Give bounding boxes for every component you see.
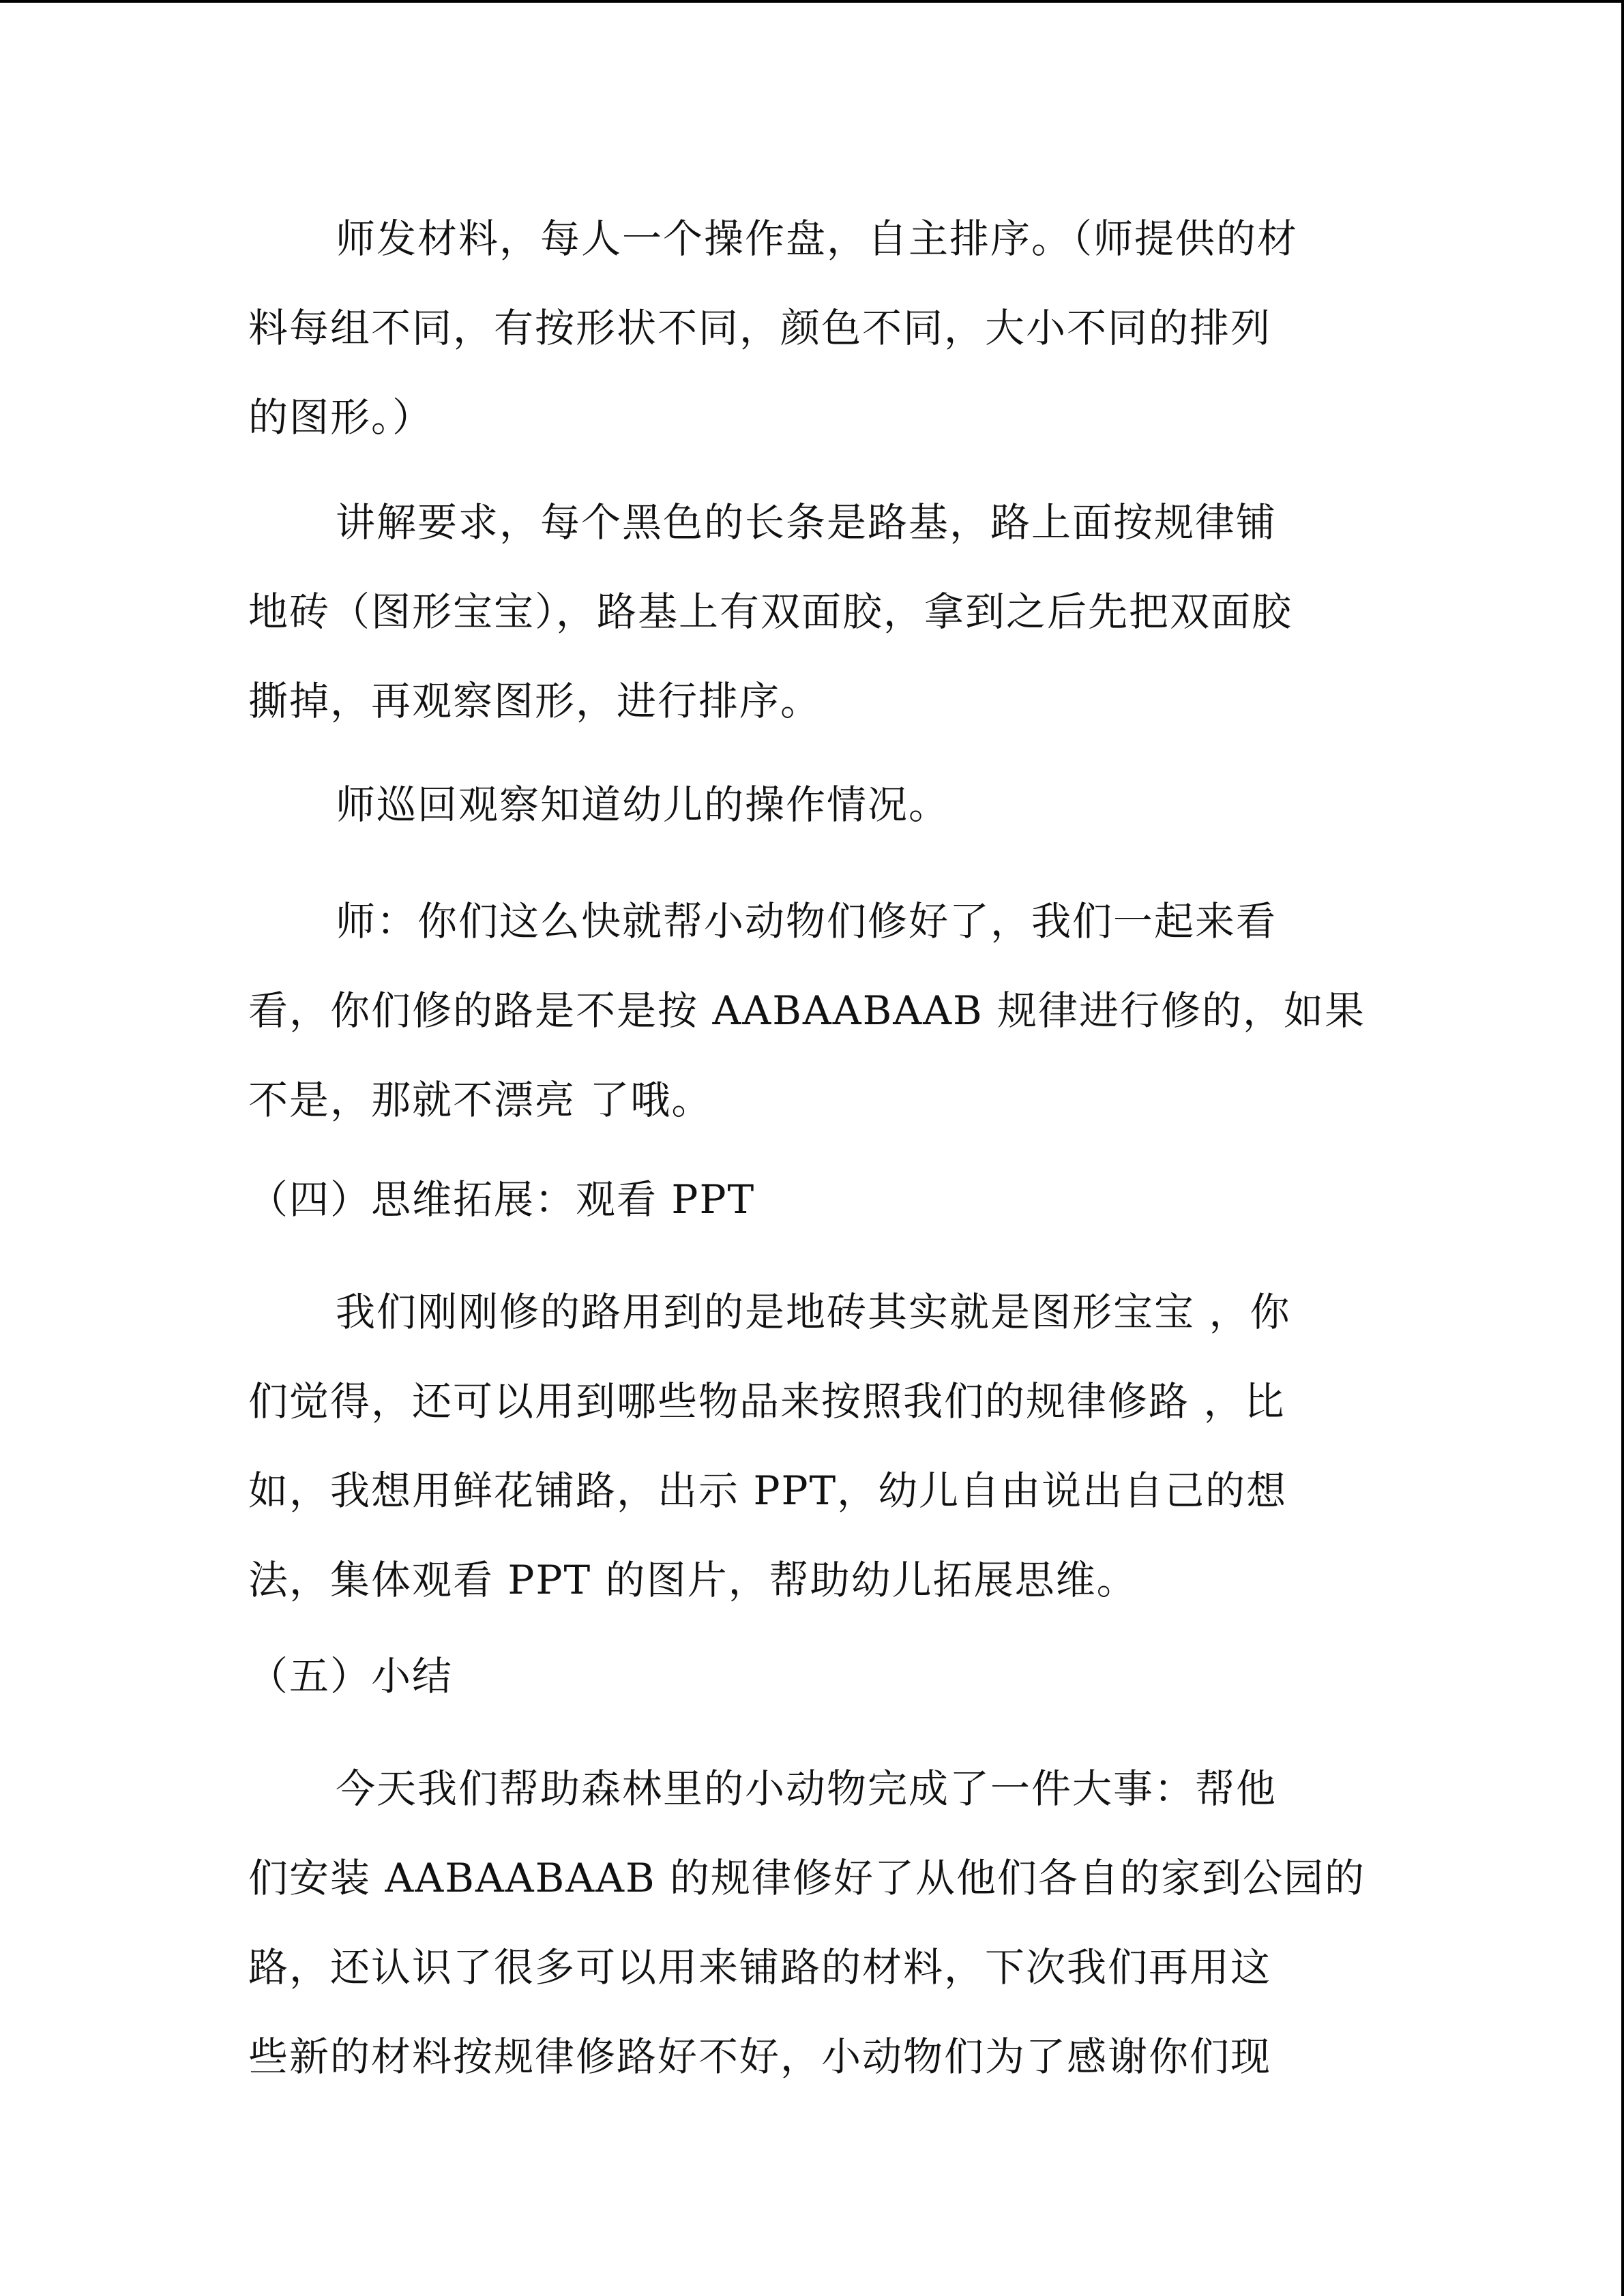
text-line: 们安装 AABAABAAB 的规律修好了从他们各自的家到公园的 [248, 1855, 1366, 1901]
paragraph-requirements [248, 478, 1367, 746]
text-line: 地砖（图形宝宝），路基上有双面胶，拿到之后先把双面胶 [248, 588, 1293, 635]
paragraph-materials [248, 194, 1367, 462]
section-heading-summary: （五）小结 [248, 1653, 454, 1699]
section-heading-thinking-expansion: （四）思维拓展：观看 PPT [248, 1176, 756, 1223]
text-line: 看，你们修的路是不是按 AABAABAAB 规律进行修的，如果 [248, 987, 1366, 1034]
text-line: 路，还认识了很多可以用来铺路的材料，下次我们再用这 [248, 1944, 1272, 1991]
text-line: 法，集体观看 PPT 的图片，帮助幼儿拓展思维。 [248, 1557, 1138, 1603]
text-line: 不是，那就不漂亮 了哦。 [248, 1077, 713, 1123]
text-line: 我们刚刚修的路用到的是地砖其实就是图形宝宝 ，你 [336, 1289, 1291, 1335]
page-right-border [1621, 0, 1624, 2296]
text-line: 如，我想用鲜花铺路，出示 PPT，幼儿自由说出自己的想 [248, 1467, 1288, 1514]
text-line: 们觉得，还可以用到哪些物品来按照我们的规律修路 ，比 [248, 1378, 1286, 1425]
text-line: 师发材料，每人一个操作盘，自主排序。（师提供的材 [336, 215, 1299, 262]
paragraph-summary [248, 1744, 1367, 2102]
text-line: 师：你们这么快就帮小动物们修好了，我们一起来看 [336, 898, 1278, 944]
text-line: 讲解要求，每个黑色的长条是路基，路上面按规律铺 [336, 499, 1278, 546]
paragraph-thinking-expansion [248, 1268, 1367, 1625]
page-top-border [0, 0, 1624, 3]
text-line: 撕掉，再观察图形，进行排序。 [248, 678, 822, 724]
text-line: 料每组不同，有按形状不同，颜色不同，大小不同的排列 [248, 305, 1272, 351]
paragraph-teacher-speech [248, 877, 1367, 1145]
text-line: 些新的材料按规律修路好不好，小动物们为了感谢你们现 [248, 2033, 1272, 2080]
text-line: 的图形。） [248, 394, 434, 441]
text-line: 师巡回观察知道幼儿的操作情况。 [336, 781, 950, 828]
paragraph-observation [248, 760, 1367, 850]
text-line: 今天我们帮助森林里的小动物完成了一件大事：帮他 [336, 1765, 1278, 1812]
